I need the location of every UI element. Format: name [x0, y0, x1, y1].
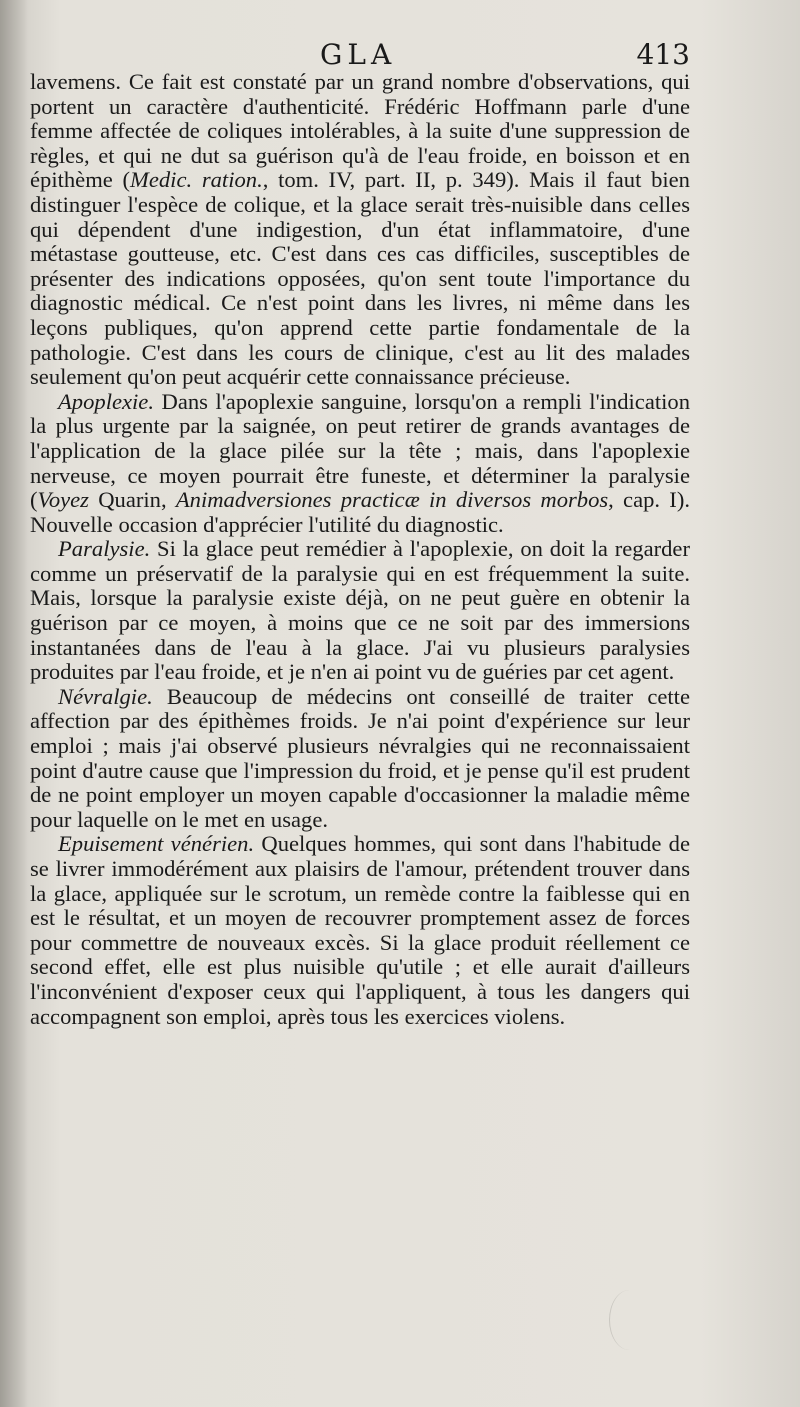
paragraph-heading: Paralysie. [58, 536, 151, 562]
text-segment: lavemens. Ce fait est constaté par un grand nombre d'observations, qui portent un caractère d'authenticité. Frédéric Hoffmann parle d'une femme affectée de coliques intolérables, à la suite d'une suppression de règles, et qui ne dut sa guérison qu'à de l'eau froide, en boisson et en épithème ( [30, 69, 690, 193]
text-segment: Si la glace peut remédier à l'apoplexie, on doit la regarder comme un préservatif de la paralysie qui en est fréquemment la suite. Mais, lorsque la paralysie existe déjà, on ne peut guère en obtenir la guérison par ce moyen, à moins que ce ne soit par des immersions instantanées dans de l'eau à la glace. J'ai vu plusieurs paralysies produites par l'eau froide, et je n'en ai point vu de guéries par cet agent. [30, 536, 690, 685]
page-gutter-shadow [0, 0, 28, 1407]
paragraph-heading: Névralgie. [58, 683, 153, 709]
paragraph-heading: Epuisement vénérien. [58, 831, 255, 857]
text-segment: , cap. I). Nouvelle occasion d'apprécier l'utilité du diagnostic. [30, 487, 690, 537]
paper-mark [609, 1290, 650, 1350]
text-segment: Dans l'apoplexie sanguine, lorsqu'on a rempli l'indication la plus urgente par la saignée, on peut retirer de grands avantages de l'application de la glace pilée sur la tête ; mais, dans l'apoplexie nerveuse, ce moyen pourrait être funeste, et déterminer la paralysie ( [30, 388, 690, 513]
text-segment: , tom. IV, part. II, p. 349). Mais il faut bien distinguer l'espèce de colique, et la glace serait très-nuisible dans celles qui dépendent d'une indigestion, d'un état inflammatoire, d'une métastase goutteuse, etc. C'est dans ces cas difficiles, susceptibles de présenter des indications opposées, qu'on sent toute l'importance du diagnostic médical. Ce n'est point dans les livres, ni même dans les leçons publiques, qu'on apprend cette partie fondamentale de la pathologie. C'est dans les cours de clinique, c'est au lit des malades seulement qu'on peut acquérir cette connaissance précieuse. [30, 167, 690, 390]
citation-title: Animadversiones practicæ in diversos morbos [175, 487, 609, 513]
citation-title: Medic. ration. [130, 167, 263, 193]
text-segment: Quarin, [88, 487, 176, 513]
paragraph-apoplexie [30, 390, 690, 538]
body-text [30, 70, 690, 1029]
paragraph-paralysie [30, 537, 690, 685]
paragraph-coliques [30, 70, 690, 390]
text-segment: Beaucoup de médecins ont conseillé de traiter cette affection par des épithèmes froids. Je n'ai point d'expérience sur leur emploi ; mais j'ai observé plusieurs névralgies qui ne reconnaissaient point d'autre cause que l'impression du froid, et je pense qu'il est prudent de ne point employer un moyen capable d'occasionner la maladie même pour laquelle on le met en usage. [30, 683, 690, 832]
text-segment: Quelques hommes, qui sont dans l'habitude de se livrer immodérément aux plaisirs de l'amour, prétendent trouver dans la glace, appliquée sur le scrotum, un remède contre la faiblesse qui en est le résultat, et un moyen de recouvrer promptement assez de forces pour commettre de nouveaux excès. Si la glace produit réellement ce second effet, elle est plus nuisible qu'utile ; et elle aurait d'ailleurs l'inconvénient d'exposer ceux qui l'appliquent, à tous les dangers qui accompagnent son emploi, après tous les exercices violens. [30, 831, 690, 1029]
paragraph-nevralgie [30, 685, 690, 833]
paragraph-heading: Apoplexie. [58, 388, 154, 414]
citation-voyez: Voyez [37, 487, 89, 513]
running-head: GLA [320, 38, 397, 71]
paragraph-epuisement [30, 832, 690, 1029]
page-number: 413 [636, 38, 690, 71]
